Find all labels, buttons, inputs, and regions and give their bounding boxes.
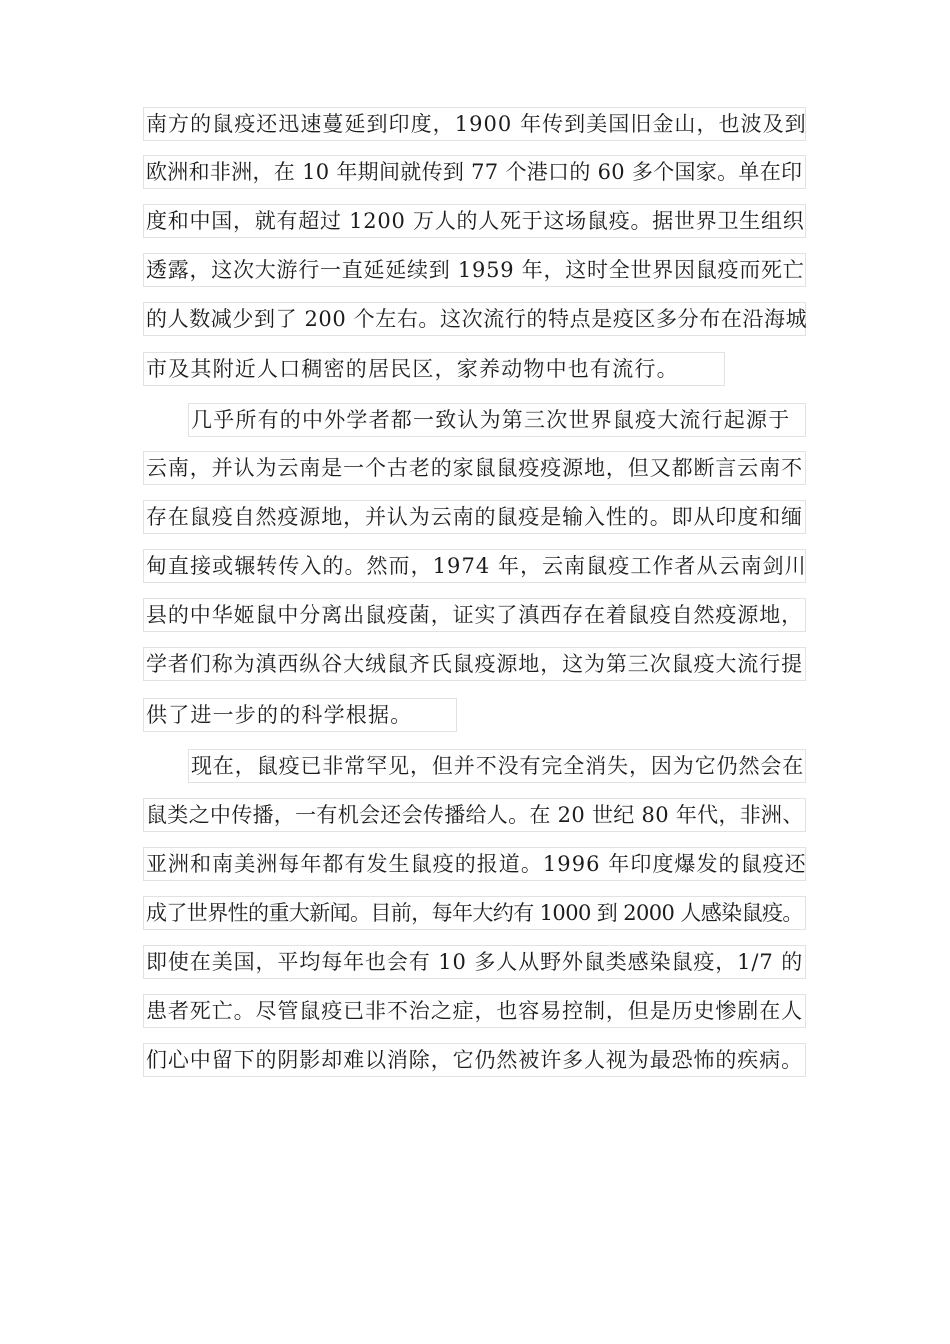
text-line: 亚洲和南美洲每年都有发生鼠疫的报道。1996 年印度爆发的鼠疫还 [143,847,806,881]
text-line: 学者们称为滇西纵谷大绒鼠齐氏鼠疫源地，这为第三次鼠疫大流行提 [143,647,806,681]
text-line: 供了进一步的的科学根据。 [143,698,457,732]
text-line: 度和中国，就有超过 1200 万人的人死于这场鼠疫。据世界卫生组织 [143,204,806,238]
text-line: 透露，这次大游行一直延延续到 1959 年，这时全世界因鼠疫而死亡 [143,253,806,287]
text-line: 现在，鼠疫已非常罕见，但并不没有完全消失，因为它仍然会在 [188,749,806,783]
text-line: 南方的鼠疫还迅速蔓延到印度，1900 年传到美国旧金山，也波及到 [143,107,806,141]
text-line: 几乎所有的中外学者都一致认为第三次世界鼠疫大流行起源于 [188,403,806,437]
text-line: 的人数减少到了 200 个左右。这次流行的特点是疫区多分布在沿海城 [143,302,806,336]
text-line: 存在鼠疫自然疫源地，并认为云南的鼠疫是输入性的。即从印度和缅 [143,500,806,534]
text-line: 即使在美国，平均每年也会有 10 多人从野外鼠类感染鼠疫，1/7 的 [143,945,806,979]
text-line: 鼠类之中传播，一有机会还会传播给人。在 20 世纪 80 年代，非洲、 [143,798,806,832]
text-line: 市及其附近人口稠密的居民区，家养动物中也有流行。 [143,352,725,386]
text-line: 患者死亡。尽管鼠疫已非不治之症，也容易控制，但是历史惨剧在人 [143,994,806,1028]
text-line: 成了世界性的重大新闻。目前，每年大约有 1000 到 2000 人感染鼠疫。 [143,896,806,930]
text-line: 县的中华姬鼠中分离出鼠疫菌，证实了滇西存在着鼠疫自然疫源地， [143,598,806,632]
text-line: 甸直接或辗转传入的。然而，1974 年，云南鼠疫工作者从云南剑川 [143,549,806,583]
text-line: 云南，并认为云南是一个古老的家鼠鼠疫疫源地，但又都断言云南不 [143,451,806,485]
text-line: 欧洲和非洲，在 10 年期间就传到 77 个港口的 60 多个国家。单在印 [143,155,806,189]
text-line: 们心中留下的阴影却难以消除，它仍然被许多人视为最恐怖的疾病。 [143,1043,806,1077]
